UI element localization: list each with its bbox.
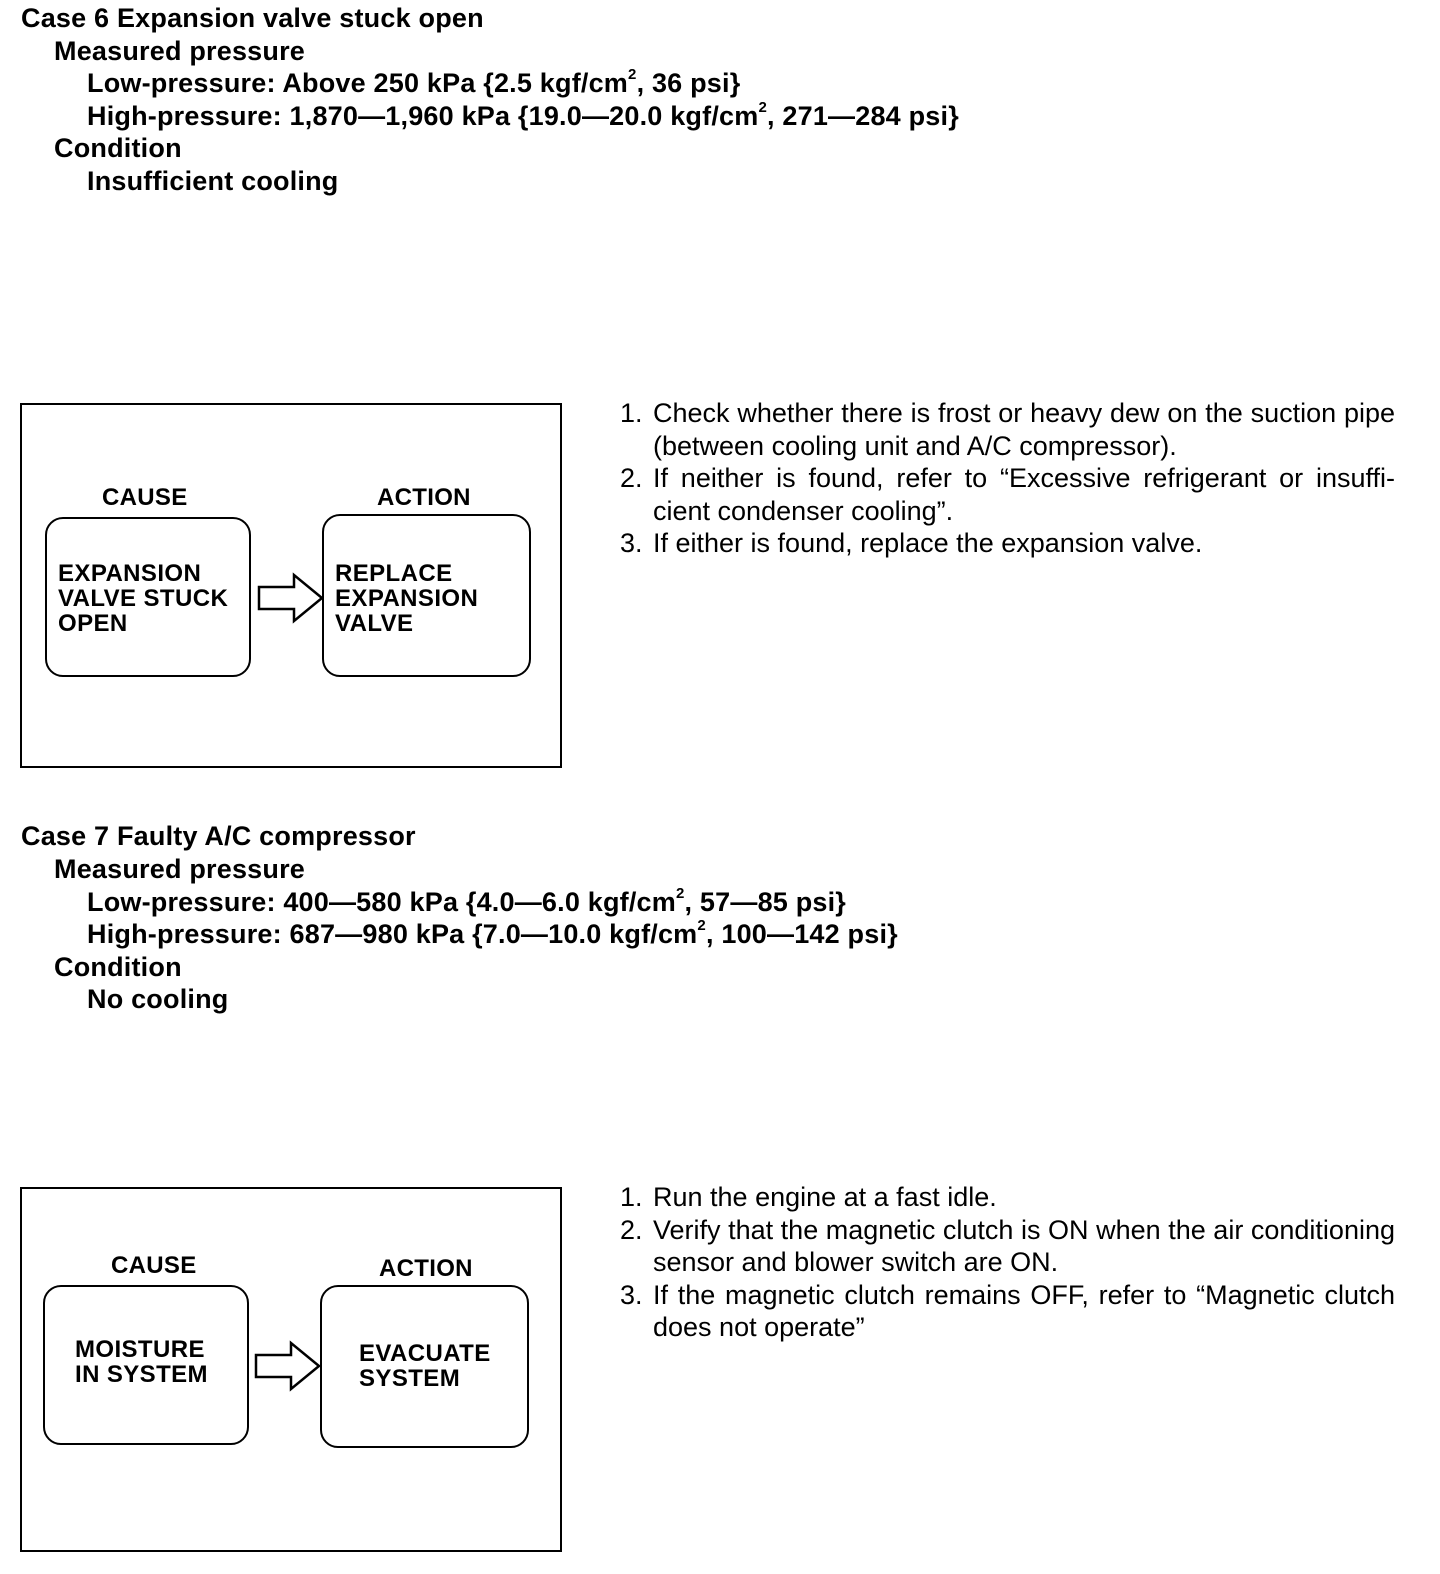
- case7-action-line: SYSTEM: [359, 1365, 461, 1392]
- case6-condition-value: Insufficient cooling: [87, 166, 339, 196]
- case7-cause-line: MOISTURE: [75, 1336, 205, 1363]
- case6-high-pressure-sup: 2: [758, 99, 767, 116]
- case7-low-pressure-sup: 2: [675, 885, 685, 902]
- step-text: Run the engine at a fast idle.: [653, 1182, 997, 1212]
- step-text: If neither is found, refer to “Excessive refrigerant or insufficient condenser cooling”.: [653, 463, 1395, 526]
- case6-steps-list: [620, 397, 1395, 560]
- case6-high-pressure-prefix: High-pressure: 1,870—1,960 kPa {19.0—20.0 kgf/cm: [87, 101, 759, 131]
- step-number: 3.: [620, 1279, 643, 1310]
- case6-low-pressure: [87, 67, 740, 99]
- case7-action-text: [359, 1341, 491, 1391]
- case7-high-pressure-prefix: High-pressure: 687—980 kPa {7.0—10.0 kgf/cm: [87, 919, 698, 949]
- step-text: Verify that the magnetic clutch is ON when the air conditioning sensor and blower switch are ON.: [653, 1214, 1395, 1277]
- list-item: [620, 397, 1395, 462]
- case6-high-pressure-suffix: , 271—284 psi}: [767, 101, 959, 131]
- case7-measured-pressure-label: Measured pressure: [54, 854, 306, 884]
- case7-arrow-right-icon: [253, 1340, 323, 1392]
- case6-cause-label: CAUSE: [102, 484, 188, 511]
- step-text: Check whether there is frost or heavy dew on the suction pipe (between cooling unit and A/C compressor).: [653, 398, 1395, 461]
- step-number: 2.: [620, 1214, 643, 1245]
- step-text: If either is found, replace the expansion valve.: [653, 528, 1203, 558]
- list-item: [620, 1181, 1395, 1214]
- case6-high-pressure: [87, 100, 959, 132]
- case6-cause-line: EXPANSION: [58, 560, 202, 587]
- step-number: 3.: [620, 528, 643, 558]
- list-item: [620, 527, 1395, 560]
- case7-title: Case 7 Faulty A/C compressor: [21, 821, 416, 851]
- step-number: 1.: [620, 398, 643, 428]
- case6-arrow-right-icon: [256, 572, 326, 624]
- case6-action-line: REPLACE: [335, 560, 453, 587]
- case7-action-label: ACTION: [379, 1255, 473, 1282]
- case7-low-pressure: [87, 886, 846, 918]
- case7-low-pressure-prefix: Low-pressure: 400—580 kPa {4.0—6.0 kgf/cm: [87, 887, 676, 917]
- case6-low-pressure-sup: 2: [628, 66, 637, 83]
- case7-condition-value: No cooling: [87, 984, 229, 1014]
- case7-high-pressure-suffix: , 100—142 psi}: [705, 919, 898, 949]
- case6-measured-pressure-label: Measured pressure: [54, 36, 306, 66]
- step-number: 1.: [620, 1182, 643, 1212]
- list-item: [620, 462, 1395, 527]
- case7-condition-label: Condition: [54, 952, 182, 982]
- case6-action-line: VALVE: [335, 610, 414, 637]
- case7-high-pressure-sup: 2: [697, 917, 706, 934]
- case7-cause-text: [75, 1337, 208, 1387]
- case6-condition-label: Condition: [54, 133, 182, 163]
- case6-cause-line: VALVE STUCK: [58, 585, 229, 612]
- case6-low-pressure-prefix: Low-pressure: Above 250 kPa {2.5 kgf/cm: [87, 68, 629, 98]
- case6-cause-text: [58, 561, 228, 636]
- case7-action-line: EVACUATE: [359, 1340, 491, 1367]
- case6-low-pressure-suffix: , 36 psi}: [636, 68, 741, 98]
- case6-title: Case 6 Expansion valve stuck open: [21, 3, 484, 33]
- case7-high-pressure: [87, 918, 898, 950]
- case7-cause-line: IN SYSTEM: [75, 1361, 208, 1388]
- step-text: If the magnetic clutch remains OFF, refer to “Magnetic clutch does not operate”: [653, 1279, 1395, 1342]
- case7-low-pressure-suffix: , 57—85 psi}: [684, 887, 847, 917]
- case6-action-text: [335, 561, 478, 636]
- case7-steps-list: [620, 1181, 1395, 1344]
- case6-action-label: ACTION: [377, 484, 471, 511]
- list-item: [620, 1214, 1395, 1279]
- case7-cause-label: CAUSE: [111, 1252, 197, 1279]
- case6-cause-line: OPEN: [58, 610, 128, 637]
- list-item: [620, 1279, 1395, 1344]
- step-number: 2.: [620, 463, 643, 493]
- case6-action-line: EXPANSION: [335, 585, 479, 612]
